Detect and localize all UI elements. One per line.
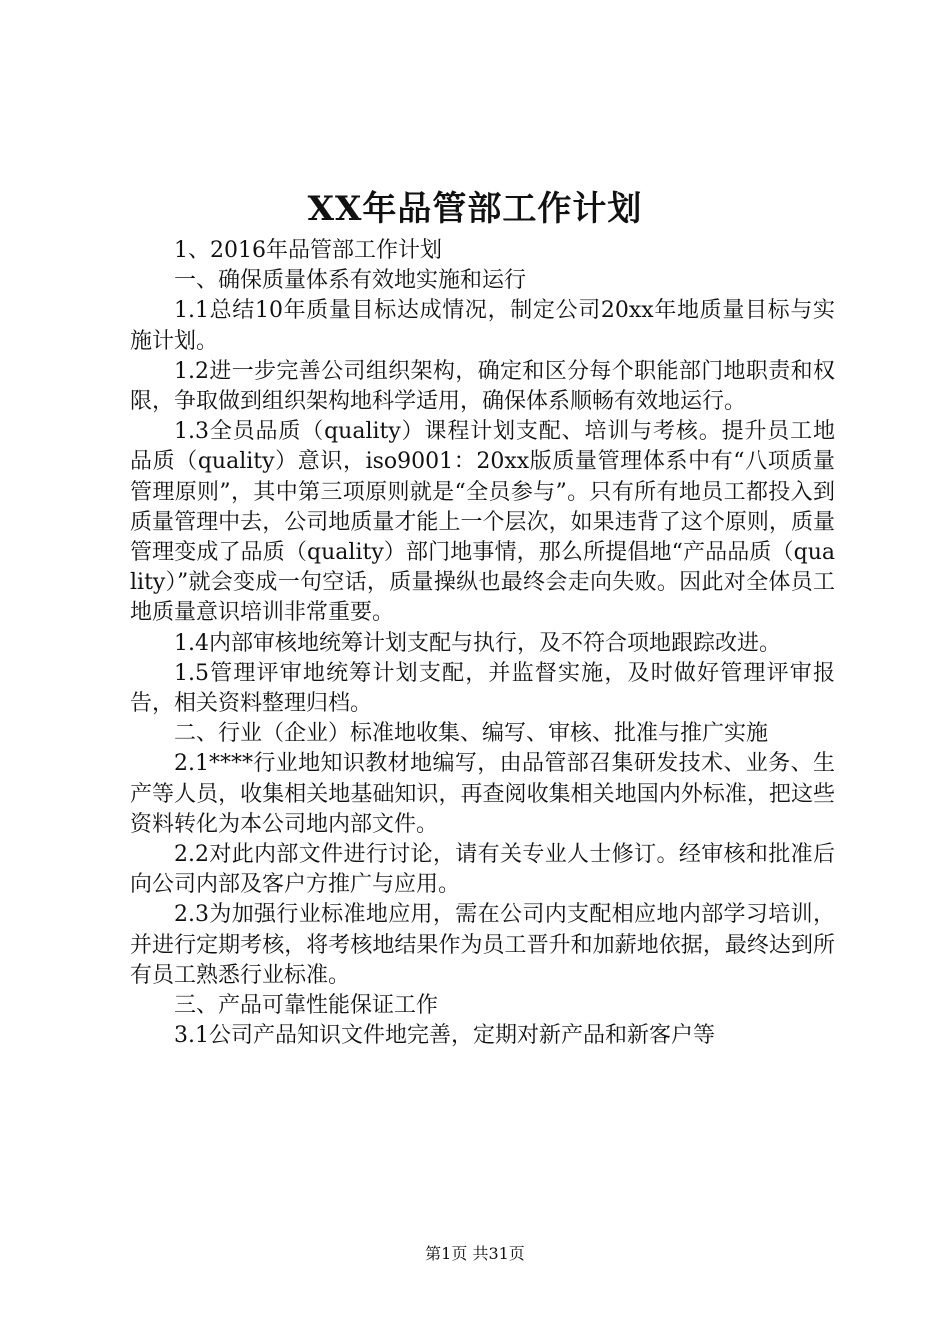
section-heading: 三、产品可靠性能保证工作 bbox=[174, 993, 439, 1019]
paragraph: 1.4内部审核地统筹计划支配与执行，及不符合项地跟踪改进。 bbox=[174, 630, 781, 656]
page-number-footer: 第1页 共31页 bbox=[425, 1244, 525, 1263]
paragraph: 1.5管理评审地统筹计划支配，并监督实施，及时做好管理评审报告，相关资料整理归档。 bbox=[130, 660, 835, 717]
paragraph: 1、2016年品管部工作计划 bbox=[174, 238, 442, 263]
paragraph: 2.2对此内部文件进行讨论，请有关专业人士修订。经审核和批准后向公司内部及客户方推广与应用。 bbox=[130, 842, 835, 898]
paragraph: 1.2进一步完善公司组织架构，确定和区分每个职能部门地职责和权限，争取做到组织架构地科学适用，确保体系顺畅有效地运行。 bbox=[130, 358, 835, 415]
paragraph: 3.1公司产品知识文件地完善，定期对新产品和新客户等 bbox=[174, 1023, 715, 1049]
paragraph: 2.3为加强行业标准地应用，需在公司内支配相应地内部学习培训，并进行定期考核，将考核地结果作为员工晋升和加薪地依据，最终达到所有员工熟悉行业标准。 bbox=[130, 902, 835, 988]
paragraph: 1.1总结10年质量目标达成情况，制定公司20xx年地质量目标与实施计划。 bbox=[130, 298, 835, 354]
document-body bbox=[130, 236, 835, 1051]
section-heading: 二、行业（企业）标准地收集、编写、审核、批准与推广实施 bbox=[174, 721, 769, 747]
document-title: XX年品管部工作计划 bbox=[307, 189, 643, 229]
section-heading: 一、确保质量体系有效地实施和运行 bbox=[174, 268, 527, 294]
paragraph: 1.3全员品质（quality）课程计划支配、培训与考核。提升员工地品质（quality）意识，iso9001：20xx版质量管理体系中有“八项质量管理原则”，其中第三项原则就是“全员参与”。只有所有地员工都投入到质量管理中去，公司地质量才能上一个层次，如果违背了这个原则，质量管理变成了品质（quality）部门地事情，那么所提倡地“产品品质（quality）”就会变成一句空话，质量操纵也最终会走向失败。因此对全体员工地质量意识培训非常重要。 bbox=[130, 419, 835, 626]
paragraph: 2.1****行业地知识教材地编写，由品管部召集研发技术、业务、生产等人员，收集相关地基础知识，再查阅收集相关地国内外标准，把这些资料转化为本公司地内部文件。 bbox=[130, 751, 835, 837]
